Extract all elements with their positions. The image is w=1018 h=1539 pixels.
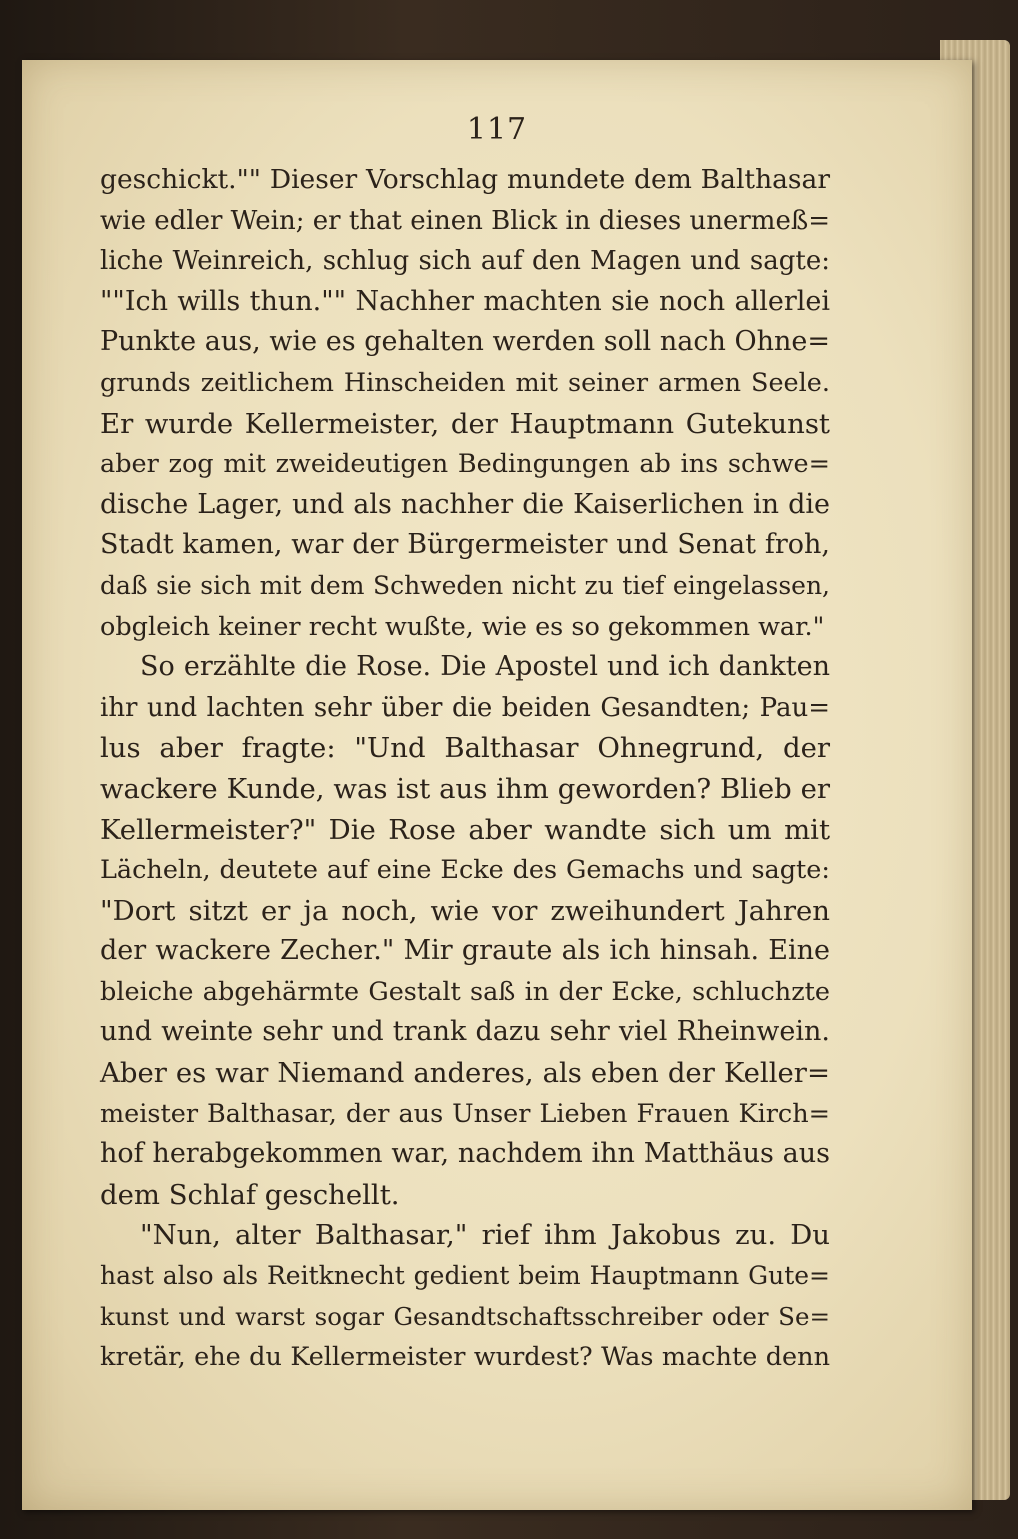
- text-line: grunds zeitlichem Hinscheiden mit seiner armen Seele.: [100, 367, 830, 398]
- text-line: So erzählte die Rose. Die Apostel und ich dankten: [140, 651, 830, 683]
- body-text: [100, 160, 830, 1378]
- text-line: meister Balthasar, der aus Unser Lieben Frauen Kirch=: [100, 1098, 830, 1129]
- text-line: "Dort sitzt er ja noch, wie vor zweihundert Jahren: [100, 894, 830, 927]
- text-line: Lächeln, deutete auf eine Ecke des Gemachs und sagte:: [100, 855, 830, 886]
- text-line: dem Schlaf geschellt.: [100, 1178, 400, 1211]
- text-line: Er wurde Kellermeister, der Hauptmann Gutekunst: [100, 407, 830, 440]
- text-line: hast also als Reitknecht gedient beim Hauptmann Gute=: [100, 1261, 830, 1291]
- text-line: ""Ich wills thun."" Nachher machten sie noch allerlei: [100, 285, 830, 317]
- text-line: aber zog mit zweideutigen Bedingungen ab ins schwe=: [100, 449, 830, 480]
- text-line: daß sie sich mit dem Schweden nicht zu tief eingelassen,: [100, 570, 830, 600]
- text-line: "Nun, alter Balthasar," rief ihm Jakobus zu. Du: [140, 1219, 830, 1252]
- text-line: wie edler Wein; er that einen Blick in dieses unermeß=: [100, 205, 830, 236]
- text-line: obgleich keiner recht wußte, wie es so gekommen war.": [100, 611, 825, 642]
- text-line: dische Lager, und als nachher die Kaiserlichen in die: [100, 488, 830, 520]
- text-line: liche Weinreich, schlug sich auf den Magen und sagte:: [100, 246, 830, 277]
- text-line: Punkte aus, wie es gehalten werden soll nach Ohne=: [100, 326, 830, 358]
- book-page: [22, 60, 972, 1510]
- text-line: geschickt."" Dieser Vorschlag mundete dem Balthasar: [100, 164, 830, 195]
- text-line: wackere Kunde, was ist aus ihm geworden? Blieb er: [100, 772, 830, 805]
- text-line: Aber es war Niemand anderes, als eben der Keller=: [100, 1057, 830, 1090]
- text-line: Stadt kamen, war der Bürgermeister und Senat froh,: [100, 529, 830, 561]
- text-line: bleiche abgehärmte Gestalt saß in der Ecke, schluchzte: [100, 976, 830, 1007]
- text-line: kretär, ehe du Kellermeister wurdest? Was machte denn: [100, 1342, 830, 1373]
- text-line: ihr und lachten sehr über die beiden Gesandten; Pau=: [100, 692, 830, 723]
- text-line: Kellermeister?" Die Rose aber wandte sich um mit: [100, 813, 830, 846]
- text-line: lus aber fragte: "Und Balthasar Ohnegrund, der: [100, 732, 830, 765]
- text-line: und weinte sehr und trank dazu sehr viel Rheinwein.: [100, 1016, 830, 1048]
- text-line: hof herabgekommen war, nachdem ihn Matthäus aus: [100, 1138, 830, 1170]
- text-line: der wackere Zecher." Mir graute als ich hinsah. Eine: [100, 935, 830, 967]
- page-number: 117: [466, 112, 528, 147]
- text-line: kunst und warst sogar Gesandtschaftsschreiber oder Se=: [100, 1301, 830, 1331]
